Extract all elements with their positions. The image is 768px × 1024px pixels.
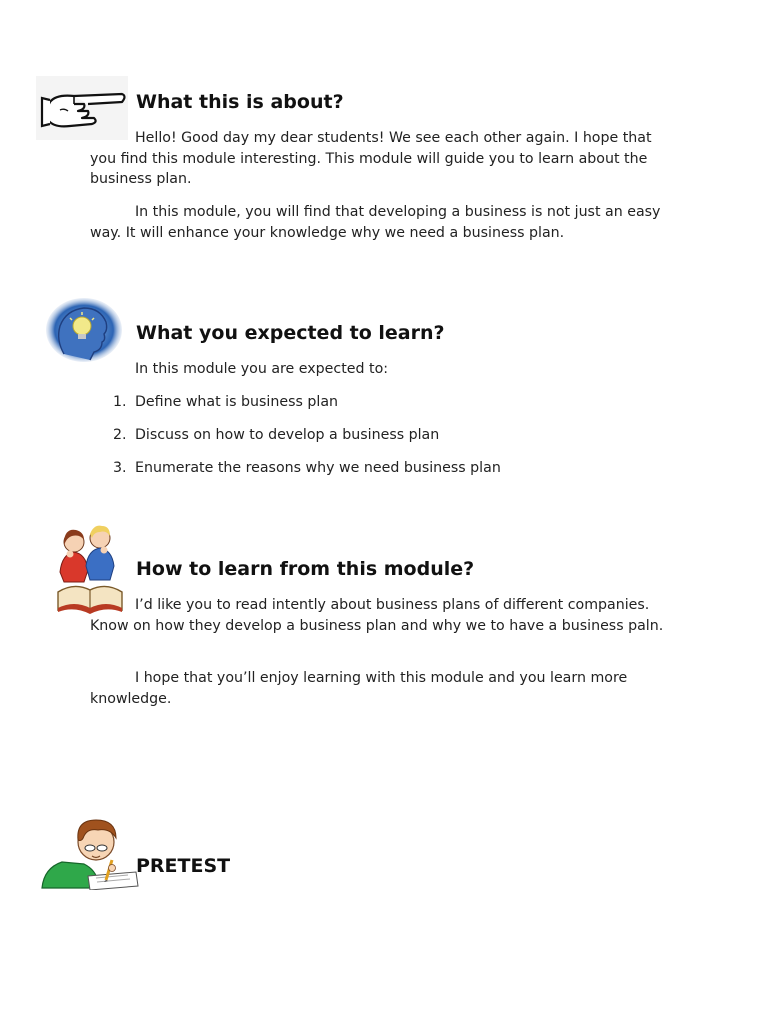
list-item-text: Discuss on how to develop a business plan xyxy=(135,427,440,443)
heading-expected-to-learn: What you expected to learn? xyxy=(136,322,445,344)
list-item-text: Define what is business plan xyxy=(135,394,339,410)
list-number: 1. xyxy=(113,394,127,410)
heading-what-this-is-about: What this is about? xyxy=(136,91,344,113)
heading-pretest: PRETEST xyxy=(136,855,231,877)
howto-paragraph-2: I hope that you’ll enjoy learning with this module and you learn more knowledge. xyxy=(90,670,628,707)
heading-how-to-learn: How to learn from this module? xyxy=(136,558,475,580)
about-paragraph-2: In this module, you will find that developing a business is not just an easy way. It will enhance your knowledge why we need a business plan. xyxy=(90,204,661,241)
boy-writing-icon xyxy=(40,812,140,890)
list-number: 3. xyxy=(113,460,127,476)
about-paragraph-1: Hello! Good day my dear students! We see each other again. I hope that you find this module interesting. This module will guide you to learn about the business plan. xyxy=(90,130,652,187)
expected-intro: In this module you are expected to: xyxy=(135,361,389,377)
list-number: 2. xyxy=(113,427,127,443)
list-item-text: Enumerate the reasons why we need business plan xyxy=(135,460,501,476)
howto-paragraph-1: I’d like you to read intently about business plans of different companies. Know on how they develop a business plan and why we to have a business paln. xyxy=(90,597,664,634)
